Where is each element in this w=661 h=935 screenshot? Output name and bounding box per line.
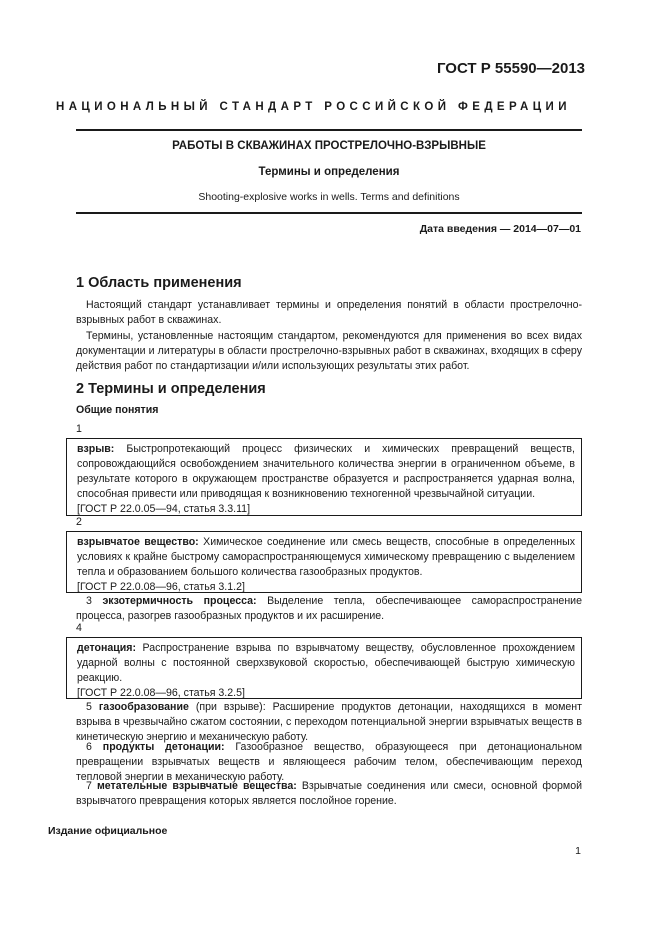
- term-definition: Быстропротекающий процесс физических и химических превращений веществ, сопровождающийся освобождением значительного количества энергии в ограниченном объеме, в результате которого в окружающем пространстве образуется и распространяется ударная волна, способная привести или приводящая к возникновению техногенной чрезвычайной ситуации.: [77, 443, 575, 500]
- entry-number: 3: [86, 595, 92, 607]
- official-edition-label: Издание официальное: [48, 825, 168, 837]
- term-label: метательные взрывчатые вещества:: [96, 780, 297, 792]
- entry-number: 6: [86, 741, 92, 753]
- national-standard-heading: НАЦИОНАЛЬНЫЙ СТАНДАРТ РОССИЙСКОЙ ФЕДЕРАЦИИ: [56, 101, 571, 113]
- entry-number: 7: [86, 780, 92, 792]
- term-reference: [ГОСТ Р 22.0.08—96, статья 3.1.2]: [77, 581, 245, 593]
- entry-number: 4: [76, 622, 82, 634]
- term-label: газообразование: [98, 701, 189, 713]
- term-reference: [ГОСТ Р 22.0.08—96, статья 3.2.5]: [77, 687, 245, 699]
- document-title: РАБОТЫ В СКВАЖИНАХ ПРОСТРЕЛОЧНО-ВЗРЫВНЫЕ: [172, 140, 486, 152]
- section-1-paragraph-2: [76, 329, 582, 374]
- page-number: 1: [575, 845, 581, 857]
- entry-number: 1: [76, 423, 82, 435]
- term-label: детонация:: [77, 642, 137, 654]
- term-definition: Распространение взрыва по взрывчатому веществу, обусловленное прохождением ударной волны с постоянной сверхзвуковой скоростью, обеспечивающей быструю химическую реакцию.: [77, 642, 575, 684]
- term-label: экзотермичность процесса:: [102, 595, 257, 607]
- top-divider: [76, 129, 582, 131]
- section-1-p2-text: Термины, установленные настоящим стандартом, рекомендуются для применения во всех видах документации и литературы в области прострелочно-взрывных работ в скважинах, входящих в сферу действия работ по стандартизации и/или использующих результаты этих работ.: [76, 330, 582, 372]
- section-1-paragraph-1: [76, 298, 582, 328]
- term-box-2: [66, 531, 582, 593]
- term-box-1: [66, 438, 582, 516]
- term-definition: Взрывчатые соединения или смеси, основной формой взрывчатого превращения которых является послойное горение.: [76, 780, 583, 807]
- entry-number: 2: [76, 516, 82, 528]
- english-title: Shooting-explosive works in wells. Terms and definitions: [198, 191, 460, 203]
- title-divider: [76, 212, 582, 214]
- term-label: продукты детонации:: [102, 741, 225, 753]
- term-label: взрывчатое вещество:: [77, 536, 199, 548]
- section-1-heading: 1 Область применения: [76, 275, 242, 291]
- document-id: ГОСТ Р 55590—2013: [436, 60, 585, 77]
- term-entry-5: [76, 700, 582, 745]
- term-box-4: [66, 637, 582, 699]
- term-entry-3: [76, 594, 582, 624]
- term-reference: [ГОСТ Р 22.0.05—94, статья 3.3.11]: [77, 503, 251, 515]
- section-1-p1-text: Настоящий стандарт устанавливает термины и определения понятий в области прострелочно-взрывных работ в скважинах.: [76, 299, 582, 326]
- term-entry-7: [76, 779, 582, 809]
- term-label: взрыв:: [77, 443, 115, 455]
- term-definition: Химическое соединение или смесь веществ, способные в определенных условиях к крайне быстрому самораспространяющемуся химическому превращению с выделением тепла и образованием большого количества газообразных продуктов.: [77, 536, 575, 578]
- entry-number: 5: [86, 701, 92, 713]
- term-definition: (при взрыве): Расширение продуктов детонации, находящихся в момент взрыва в чрезвычайно сжатом состоянии, с переходом потенциальной энергии взрывчатых веществ в кинетическую энергию и механическую работу.: [76, 701, 582, 743]
- general-concepts-heading: Общие понятия: [76, 404, 159, 416]
- term-definition: Выделение тепла, обеспечивающее самораспространение процесса, разогрев газообразных продуктов и их расширение.: [76, 595, 582, 622]
- term-definition: Газообразное вещество, образующееся при детонациональном превращении взрывчатых веществ и являющееся рабочим телом, обеспечивающим переход тепловой энергии в механическую работу.: [76, 741, 582, 783]
- introduction-date: Дата введения — 2014—07—01: [419, 223, 581, 235]
- document-subtitle: Термины и определения: [258, 166, 400, 178]
- section-2-heading: 2 Термины и определения: [76, 381, 266, 397]
